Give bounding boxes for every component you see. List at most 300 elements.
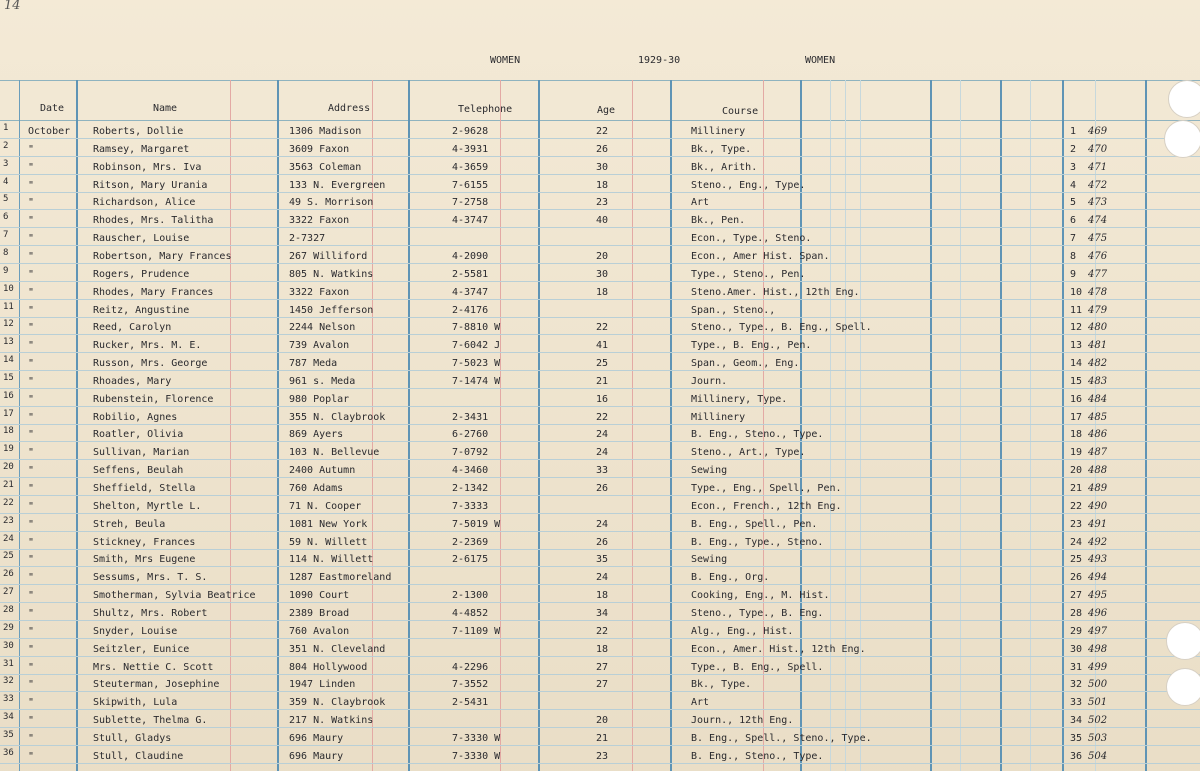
row-number: 30	[3, 640, 14, 651]
row-name: Ritson, Mary Urania	[93, 179, 208, 191]
binder-hole	[1166, 622, 1200, 660]
row-date: "	[28, 661, 35, 673]
row-handwritten-number: 487	[1088, 447, 1108, 459]
row-name: Shelton, Myrtle L.	[93, 500, 202, 512]
row-telephone: 7-1109 W	[452, 625, 501, 637]
name-col-red-rule	[230, 80, 231, 771]
row-course: Type., B. Eng., Pen.	[691, 340, 812, 352]
row-name: Shultz, Mrs. Robert	[93, 607, 208, 619]
grid-rule	[1030, 80, 1031, 771]
row-date: "	[28, 447, 35, 459]
margin-rule	[19, 80, 20, 771]
row-address: 2400 Autumn	[289, 465, 356, 477]
row-date: "	[28, 518, 35, 530]
age-red-rule	[632, 80, 633, 771]
row-date: "	[28, 179, 35, 191]
row-count: 8	[1070, 250, 1077, 262]
row-address: 804 Hollywood	[289, 661, 368, 673]
row-telephone: 7-8810 W	[452, 322, 501, 334]
row-rule	[0, 763, 1200, 764]
row-name: Ramsey, Margaret	[93, 143, 190, 155]
row-handwritten-number: 489	[1088, 483, 1108, 494]
row-rule	[0, 263, 1200, 264]
row-date: October	[28, 126, 71, 137]
row-telephone: 7-6042 J	[452, 340, 501, 352]
row-telephone: 4-4852	[452, 607, 489, 619]
row-address: 1947 Linden	[289, 679, 356, 691]
row-date: "	[28, 358, 35, 370]
row-telephone: 2-9628	[452, 126, 489, 137]
row-course: Bk., Arith.	[691, 161, 758, 173]
row-age: 18	[596, 286, 609, 298]
row-number: 17	[3, 408, 14, 419]
row-course: Econ., Amer Hist. Span.	[691, 250, 830, 262]
row-rule	[0, 745, 1200, 746]
row-number: 26	[3, 569, 14, 580]
row-count: 10	[1070, 286, 1083, 298]
row-name: Russon, Mrs. George	[93, 358, 208, 370]
row-address: 1081 New York	[289, 518, 368, 530]
row-age: 30	[596, 268, 609, 280]
row-date: "	[28, 268, 35, 280]
row-number: 36	[3, 747, 14, 758]
row-number: 6	[3, 212, 9, 223]
row-age: 20	[596, 715, 609, 727]
row-rule	[0, 138, 1200, 139]
row-number: 5	[3, 194, 9, 205]
phone-red-rule	[500, 80, 501, 771]
row-name: Rubenstein, Florence	[93, 393, 214, 405]
row-handwritten-number: 504	[1088, 750, 1108, 762]
row-number: 9	[3, 265, 9, 276]
row-number: 22	[3, 497, 14, 508]
row-rule	[0, 709, 1200, 710]
row-date: "	[28, 483, 35, 494]
row-course: Journ., 12th Eng.	[691, 715, 794, 727]
row-date: "	[28, 679, 35, 691]
row-name: Robinson, Mrs. Iva	[93, 161, 202, 173]
row-count: 16	[1070, 393, 1083, 405]
row-name: Streh, Beula	[93, 518, 166, 530]
row-address: 2-7327	[289, 233, 326, 245]
header-bottom-rule	[0, 120, 1200, 121]
row-address: 961 s. Meda	[289, 375, 356, 387]
row-rule	[0, 227, 1200, 228]
row-rule	[0, 727, 1200, 728]
row-age: 23	[596, 197, 609, 209]
row-date: "	[28, 197, 35, 209]
row-date: "	[28, 215, 35, 227]
row-address: 787 Meda	[289, 358, 338, 370]
row-age: 25	[596, 358, 609, 370]
row-rule	[0, 281, 1200, 282]
row-rule	[0, 477, 1200, 478]
row-telephone: 7-5023 W	[452, 358, 501, 370]
row-course: Econ., Type., Steno.	[691, 233, 812, 245]
row-age: 20	[596, 250, 609, 262]
row-rule	[0, 424, 1200, 425]
row-rule	[0, 549, 1200, 550]
row-telephone: 7-1474 W	[452, 375, 501, 387]
row-address: 103 N. Bellevue	[289, 447, 380, 459]
row-age: 24	[596, 572, 609, 584]
row-name: Roberts, Dollie	[93, 126, 184, 137]
row-name: Steuterman, Josephine	[93, 679, 220, 691]
row-date: "	[28, 697, 35, 709]
row-address: 805 N. Watkins	[289, 268, 374, 280]
row-number: 1	[3, 123, 9, 133]
row-address: 3322 Faxon	[289, 215, 350, 227]
row-course: B. Eng., Steno., Type.	[691, 750, 824, 762]
grid-rule	[930, 80, 932, 771]
row-date: "	[28, 750, 35, 762]
row-handwritten-number: 491	[1088, 518, 1108, 530]
row-number: 7	[3, 230, 9, 241]
row-number: 32	[3, 676, 14, 687]
row-count: 6	[1070, 215, 1077, 227]
row-telephone: 7-2758	[452, 197, 489, 209]
row-count: 2	[1070, 143, 1077, 155]
row-age: 16	[596, 393, 609, 405]
row-telephone: 4-3747	[452, 215, 489, 227]
row-course: Econ., French., 12th Eng.	[691, 500, 842, 512]
row-telephone: 4-3931	[452, 143, 489, 155]
row-count: 4	[1070, 179, 1077, 191]
row-handwritten-number: 472	[1088, 179, 1108, 191]
row-count: 13	[1070, 340, 1083, 352]
row-telephone: 4-3747	[452, 286, 489, 298]
row-age: 33	[596, 465, 609, 477]
row-handwritten-number: 484	[1088, 393, 1108, 405]
row-address: 696 Maury	[289, 732, 344, 744]
row-handwritten-number: 476	[1088, 250, 1108, 262]
row-date: "	[28, 161, 35, 173]
row-address: 3563 Coleman	[289, 161, 362, 173]
row-name: Sheffield, Stella	[93, 483, 196, 494]
grid-rule	[1145, 80, 1147, 771]
row-telephone: 2-4176	[452, 304, 489, 316]
row-address: 355 N. Claybrook	[289, 411, 386, 423]
row-telephone: 7-3333	[452, 500, 489, 512]
row-handwritten-number: 475	[1088, 233, 1108, 245]
row-course: Steno., Eng., Type.	[691, 179, 806, 191]
row-age: 40	[596, 215, 609, 227]
row-number: 11	[3, 301, 14, 312]
row-course: Steno., Type., B. Eng.	[691, 607, 824, 619]
row-rule	[0, 674, 1200, 675]
row-count: 36	[1070, 750, 1083, 762]
row-date: "	[28, 429, 35, 441]
row-date: "	[28, 411, 35, 423]
grid-rule	[845, 80, 846, 771]
row-date: "	[28, 322, 35, 334]
row-course: Art	[691, 197, 710, 209]
row-address: 359 N. Claybrook	[289, 697, 386, 709]
row-count: 29	[1070, 625, 1083, 637]
row-number: 28	[3, 604, 14, 615]
row-count: 19	[1070, 447, 1083, 459]
row-date: "	[28, 233, 35, 245]
row-address: 2389 Broad	[289, 607, 350, 619]
row-age: 18	[596, 643, 609, 655]
row-count: 26	[1070, 572, 1083, 584]
row-name: Smotherman, Sylvia Beatrice	[93, 590, 256, 602]
row-rule	[0, 317, 1200, 318]
row-rule	[0, 638, 1200, 639]
binder-hole	[1168, 80, 1200, 118]
col-header-date: Date	[40, 103, 65, 114]
row-age: 24	[596, 447, 609, 459]
row-date: "	[28, 286, 35, 298]
row-count: 30	[1070, 643, 1083, 655]
row-count: 9	[1070, 268, 1077, 280]
row-telephone: 7-6155	[452, 179, 489, 191]
row-date: "	[28, 340, 35, 352]
row-count: 33	[1070, 697, 1083, 709]
row-rule	[0, 459, 1200, 460]
row-handwritten-number: 501	[1088, 697, 1108, 709]
row-number: 8	[3, 247, 9, 258]
row-handwritten-number: 486	[1088, 429, 1108, 441]
row-handwritten-number: 503	[1088, 732, 1108, 744]
row-count: 28	[1070, 607, 1083, 619]
row-age: 24	[596, 429, 609, 441]
row-rule	[0, 584, 1200, 585]
row-handwritten-number: 502	[1088, 715, 1108, 727]
row-address: 59 N. Willett	[289, 536, 368, 548]
row-course: Sewing	[691, 465, 728, 477]
row-course: Alg., Eng., Hist.	[691, 625, 794, 637]
row-age: 34	[596, 607, 609, 619]
row-number: 29	[3, 622, 14, 633]
col-header-telephone: Telephone	[458, 104, 513, 115]
row-address: 133 N. Evergreen	[289, 179, 386, 191]
row-telephone: 2-5581	[452, 268, 489, 280]
row-name: Richardson, Alice	[93, 197, 196, 209]
row-number: 35	[3, 729, 14, 740]
row-handwritten-number: 498	[1088, 643, 1108, 655]
row-age: 22	[596, 625, 609, 637]
row-name: Seffens, Beulah	[93, 465, 184, 477]
row-date: "	[28, 572, 35, 584]
row-number: 10	[3, 283, 14, 294]
date-col-rule	[76, 80, 78, 771]
row-handwritten-number: 494	[1088, 572, 1108, 584]
row-rule	[0, 174, 1200, 175]
row-count: 18	[1070, 429, 1083, 441]
row-course: B. Eng., Spell., Steno., Type.	[691, 732, 872, 744]
row-handwritten-number: 479	[1088, 304, 1108, 316]
row-rule	[0, 299, 1200, 300]
row-address: 739 Avalon	[289, 340, 350, 352]
row-date: "	[28, 732, 35, 744]
row-address: 49 S. Morrison	[289, 197, 374, 209]
row-handwritten-number: 478	[1088, 286, 1108, 298]
row-telephone: 4-3659	[452, 161, 489, 173]
row-address: 351 N. Cleveland	[289, 643, 386, 655]
row-name: Snyder, Louise	[93, 625, 178, 637]
row-address: 217 N. Watkins	[289, 715, 374, 727]
row-handwritten-number: 469	[1088, 126, 1108, 137]
row-number: 4	[3, 176, 9, 187]
row-count: 15	[1070, 375, 1083, 387]
row-number: 13	[3, 337, 14, 348]
row-handwritten-number: 497	[1088, 625, 1108, 637]
row-telephone: 4-3460	[452, 465, 489, 477]
row-count: 23	[1070, 518, 1083, 530]
row-count: 12	[1070, 322, 1083, 334]
row-rule	[0, 441, 1200, 442]
row-telephone: 2-3431	[452, 411, 489, 423]
row-count: 31	[1070, 661, 1083, 673]
row-age: 26	[596, 536, 609, 548]
row-course: Span., Geom., Eng.	[691, 358, 800, 370]
row-age: 41	[596, 340, 609, 352]
row-number: 21	[3, 480, 14, 490]
row-age: 21	[596, 732, 609, 744]
row-name: Stull, Gladys	[93, 732, 172, 744]
row-name: Sessums, Mrs. T. S.	[93, 572, 208, 584]
row-handwritten-number: 474	[1088, 215, 1108, 227]
row-count: 14	[1070, 358, 1083, 370]
grid-rule	[830, 80, 831, 771]
row-name: Skipwith, Lula	[93, 697, 178, 709]
row-address: 1306 Madison	[289, 126, 362, 137]
row-handwritten-number: 483	[1088, 375, 1108, 387]
row-number: 12	[3, 319, 14, 330]
row-date: "	[28, 304, 35, 316]
row-handwritten-number: 477	[1088, 268, 1108, 280]
address-col-rule	[408, 80, 410, 771]
row-number: 25	[3, 551, 14, 562]
row-number: 33	[3, 694, 14, 705]
row-handwritten-number: 480	[1088, 322, 1108, 334]
row-rule	[0, 406, 1200, 407]
row-number: 14	[3, 355, 14, 366]
row-telephone: 2-5431	[452, 697, 489, 709]
row-number: 15	[3, 372, 14, 383]
row-handwritten-number: 488	[1088, 465, 1108, 477]
row-name: Rogers, Prudence	[93, 268, 190, 280]
row-name: Stull, Claudine	[93, 750, 184, 762]
grid-rule	[960, 80, 961, 771]
row-handwritten-number: 500	[1088, 679, 1108, 691]
row-rule	[0, 192, 1200, 193]
row-date: "	[28, 143, 35, 155]
row-date: "	[28, 590, 35, 602]
row-number: 19	[3, 444, 14, 455]
row-telephone: 6-2760	[452, 429, 489, 441]
row-course: Type., Steno., Pen.	[691, 268, 806, 280]
row-course: Type., B. Eng., Spell.	[691, 661, 824, 673]
row-count: 22	[1070, 500, 1083, 512]
row-course: Millinery, Type.	[691, 393, 788, 405]
row-age: 27	[596, 661, 609, 673]
row-count: 20	[1070, 465, 1083, 477]
row-age: 30	[596, 161, 609, 173]
row-date: "	[28, 465, 35, 477]
row-handwritten-number: 481	[1088, 340, 1108, 352]
row-course: Steno.Amer. Hist., 12th Eng.	[691, 286, 860, 298]
row-course: B. Eng., Org.	[691, 572, 770, 584]
row-telephone: 2-6175	[452, 554, 489, 566]
row-handwritten-number: 493	[1088, 554, 1108, 566]
row-count: 21	[1070, 483, 1083, 494]
row-number: 34	[3, 712, 14, 723]
row-name: Sullivan, Marian	[93, 447, 190, 459]
row-rule	[0, 513, 1200, 514]
row-age: 26	[596, 483, 609, 494]
row-rule	[0, 352, 1200, 353]
row-address: 696 Maury	[289, 750, 344, 762]
row-rule	[0, 620, 1200, 621]
row-address: 3609 Faxon	[289, 143, 350, 155]
row-course: Bk., Type.	[691, 679, 752, 691]
row-telephone: 4-2296	[452, 661, 489, 673]
row-name: Rhodes, Mrs. Talitha	[93, 215, 214, 227]
row-number: 18	[3, 426, 14, 437]
row-handwritten-number: 485	[1088, 411, 1108, 423]
row-address: 267 Williford	[289, 250, 368, 262]
row-address: 869 Ayers	[289, 429, 344, 441]
col-header-course: Course	[722, 106, 759, 117]
row-handwritten-number: 473	[1088, 197, 1108, 209]
row-number: 23	[3, 515, 14, 526]
row-course: B. Eng., Type., Steno.	[691, 536, 824, 548]
col-header-age: Age	[597, 105, 616, 116]
row-count: 3	[1070, 161, 1077, 173]
row-date: "	[28, 643, 35, 655]
row-address: 2244 Nelson	[289, 322, 356, 334]
binder-hole	[1164, 120, 1200, 158]
row-handwritten-number: 482	[1088, 358, 1108, 370]
row-date: "	[28, 715, 35, 727]
row-date: "	[28, 536, 35, 548]
row-course: Millinery	[691, 411, 746, 423]
row-age: 27	[596, 679, 609, 691]
row-rule	[0, 388, 1200, 389]
row-address: 1090 Court	[289, 590, 350, 602]
row-age: 22	[596, 411, 609, 423]
row-date: "	[28, 375, 35, 387]
grid-rule	[1062, 80, 1064, 771]
row-name: Robilio, Agnes	[93, 411, 178, 423]
row-count: 32	[1070, 679, 1083, 691]
row-course: Steno., Art., Type.	[691, 447, 806, 459]
row-address: 980 Poplar	[289, 393, 350, 405]
row-number: 31	[3, 658, 14, 669]
row-count: 24	[1070, 536, 1083, 548]
row-name: Seitzler, Eunice	[93, 643, 190, 655]
row-name: Smith, Mrs Eugene	[93, 554, 196, 566]
row-age: 22	[596, 126, 609, 137]
row-age: 18	[596, 179, 609, 191]
row-name: Rhodes, Mary Frances	[93, 286, 214, 298]
row-address: 760 Avalon	[289, 625, 350, 637]
row-number: 3	[3, 158, 9, 169]
row-course: Journ.	[691, 375, 728, 387]
row-rule	[0, 495, 1200, 496]
row-number: 27	[3, 587, 14, 598]
binder-hole	[1166, 668, 1200, 706]
row-name: Rauscher, Louise	[93, 233, 190, 245]
row-rule	[0, 245, 1200, 246]
row-name: Rucker, Mrs. M. E.	[93, 340, 202, 352]
row-telephone: 2-1300	[452, 590, 489, 602]
header-top-rule	[0, 80, 1200, 81]
row-course: Type., Eng., Spell., Pen.	[691, 483, 842, 494]
name-col-rule	[277, 80, 279, 771]
